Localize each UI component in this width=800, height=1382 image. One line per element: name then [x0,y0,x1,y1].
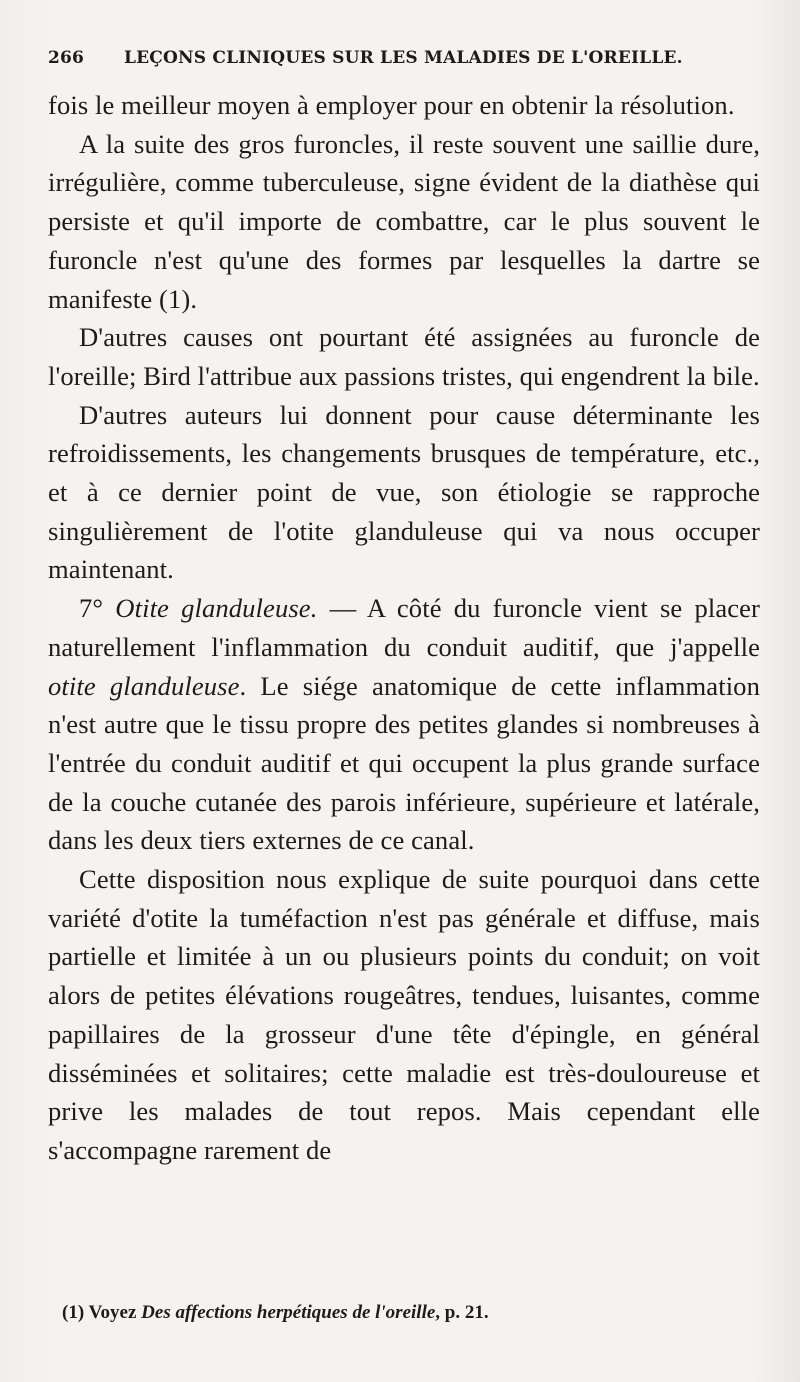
section-text-b: . Le siége anatomique de cette inflammation n'est autre que le tissu propre des petites glandes si nombreuses à l'entrée du conduit auditif et qui occupent la plus grande surface de la couche cutanée des parois inférieure, supérieure et latérale, dans les deux tiers externes de ce canal. [48,670,760,856]
footnote-lead: Voyez [88,1302,137,1323]
paragraph-autres-causes: D'autres causes ont pourtant été assignées au furoncle de l'oreille; Bird l'attribue aux passions tristes, qui engendrent la bile. [48,322,760,391]
footnote-page-ref: , p. 21. [435,1302,489,1323]
body-text [48,86,760,1170]
paragraph-otite-glanduleuse [48,589,760,860]
section-heading: Otite glanduleuse. [115,593,318,624]
paragraph-cette-disposition: Cette disposition nous explique de suite pourquoi dans cette variété d'otite la tuméfaction n'est pas générale et diffuse, mais partielle et limitée à un ou plusieurs points du conduit; on voit alors de petites élévations rougeâtres, tendues, luisantes, comme papillaires de la grosseur d'une tête d'épingle, en général disséminées et solitaires; cette maladie est très-douloureuse et prive les malades de tout repos. Mais cependant elle s'accompagne rarement de [48,864,760,1165]
footnote [62,1302,762,1324]
page-header [48,48,760,68]
paragraph-autres-auteurs: D'autres auteurs lui donnent pour cause déterminante les refroidissements, les changements brusques de température, etc., et à ce dernier point de vue, son étiologie se rapproche singulièrement de l'otite glanduleuse qui va nous occuper maintenant. [48,399,760,585]
footnote-title: Des affections herpétiques de l'oreille [141,1302,436,1323]
page-number: 266 [48,48,85,68]
running-title: LEÇONS CLINIQUES SUR LES MALADIES DE L'OREILLE. [124,48,683,68]
italic-term: otite glanduleuse [48,670,240,701]
section-text-a: — A côté du furoncle vient se placer naturellement l'inflammation du conduit auditif, que j'appelle [48,593,761,662]
paragraph-continuation: fois le meilleur moyen à employer pour en obtenir la résolution. [48,90,735,120]
footnote-marker: (1) [62,1302,85,1323]
paragraph-gros-furoncles: A la suite des gros furoncles, il reste souvent une saillie dure, irrégulière, comme tuberculeuse, signe évident de la diathèse qui persiste et qu'il importe de combattre, car le plus souvent le furoncle n'est qu'une des formes par lesquelles la dartre se manifeste (1). [48,128,760,314]
section-number: 7° [79,593,104,624]
